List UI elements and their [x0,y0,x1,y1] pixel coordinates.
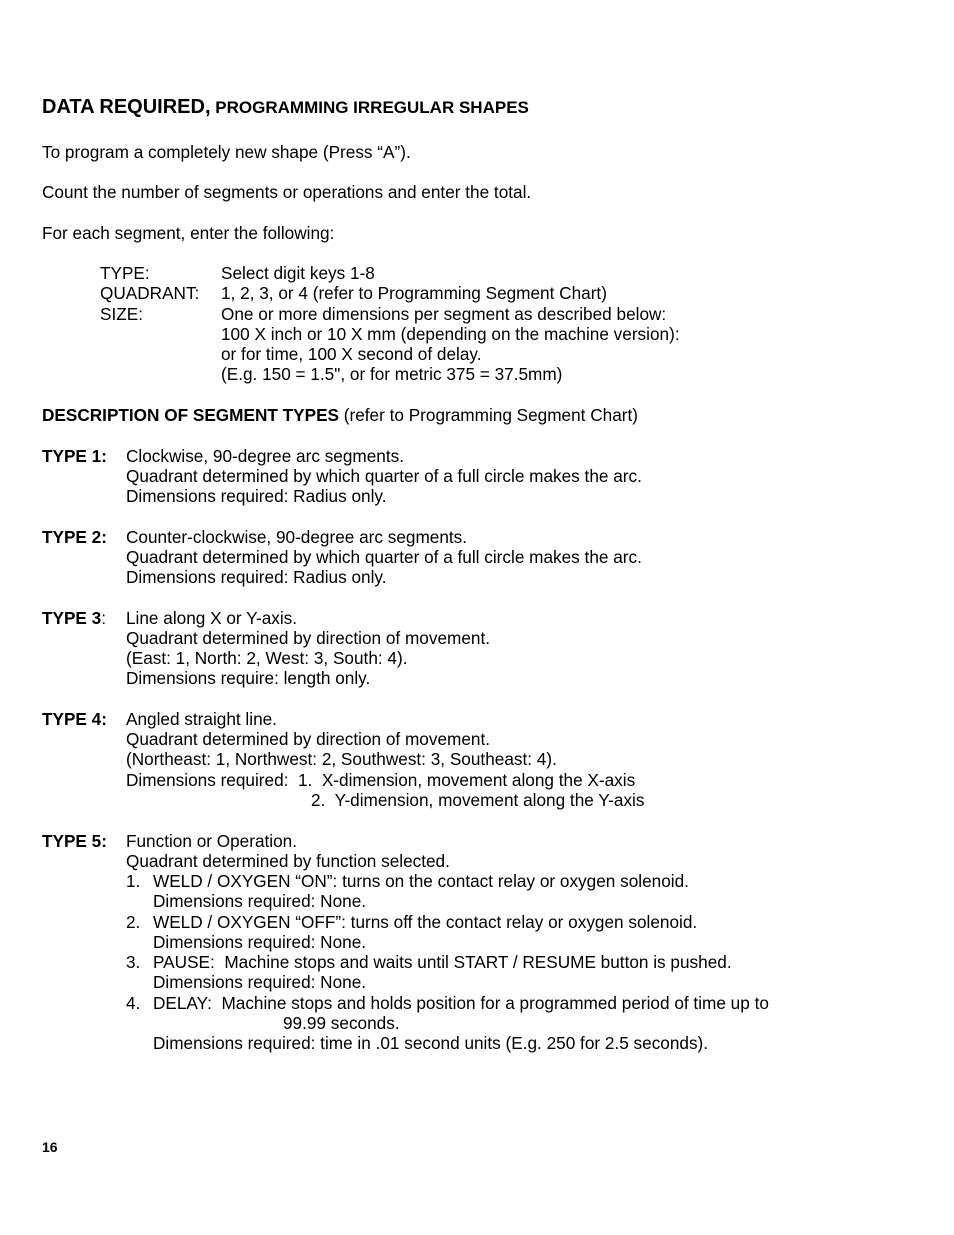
type-3-line-4: Dimensions require: length only. [126,668,371,688]
field-value-size-3: or for time, 100 X second of delay. [221,344,482,364]
function-2-dims: Dimensions required: None. [153,932,367,952]
type-5-label: TYPE 5: [42,831,107,851]
type-3-label: TYPE 3 [42,608,102,628]
type-1-label: TYPE 1: [42,446,107,466]
type-1-line-3: Dimensions required: Radius only. [126,486,387,506]
type-1-line-2: Quadrant determined by which quarter of a full circle makes the arc. [126,466,642,486]
field-value-size-2: 100 X inch or 10 X mm (depending on the machine version): [221,324,680,344]
heading-sub: PROGRAMMING IRREGULAR SHAPES [215,98,529,117]
field-value-type: Select digit keys 1-8 [221,263,375,283]
type-4-line-5: 2. Y-dimension, movement along the Y-axis [311,790,645,810]
field-label-quadrant: QUADRANT: [100,283,200,303]
field-label-size: SIZE: [100,304,143,324]
function-2-number: 2. [126,912,141,932]
page-heading [42,97,529,118]
type-2-line-1: Counter-clockwise, 90-degree arc segments. [126,527,468,547]
type-3-line-3: (East: 1, North: 2, West: 3, South: 4). [126,648,408,668]
intro-line-2: Count the number of segments or operations and enter the total. [42,182,532,202]
type-4-line-4: Dimensions required: 1. X-dimension, movement along the X-axis [126,770,636,790]
type-2-label: TYPE 2: [42,527,107,547]
function-1-number: 1. [126,871,141,891]
type-1-line-1: Clockwise, 90-degree arc segments. [126,446,404,466]
field-label-type: TYPE: [100,263,150,283]
function-4-continuation: 99.99 seconds. [283,1013,400,1033]
type-5-line-2: Quadrant determined by function selected. [126,851,450,871]
function-1-dims: Dimensions required: None. [153,891,367,911]
type-4-line-1: Angled straight line. [126,709,277,729]
function-4-text: DELAY: Machine stops and holds position for a programmed period of time up to [153,993,769,1013]
field-value-size-4: (E.g. 150 = 1.5", or for metric 375 = 37.5mm) [221,364,563,384]
type-2-line-3: Dimensions required: Radius only. [126,567,387,587]
type-3-line-2: Quadrant determined by direction of movement. [126,628,490,648]
description-note: (refer to Programming Segment Chart) [339,405,638,425]
function-3-number: 3. [126,952,141,972]
type-3-label-line [42,608,106,628]
function-4-dims: Dimensions required: time in .01 second units (E.g. 250 for 2.5 seconds). [153,1033,709,1053]
type-5-line-1: Function or Operation. [126,831,298,851]
field-value-quadrant: 1, 2, 3, or 4 (refer to Programming Segment Chart) [221,283,607,303]
function-1-text: WELD / OXYGEN “ON”: turns on the contact relay or oxygen solenoid. [153,871,689,891]
intro-line-1: To program a completely new shape (Press “A”). [42,142,411,162]
intro-line-3: For each segment, enter the following: [42,223,335,243]
field-value-size-1: One or more dimensions per segment as described below: [221,304,667,324]
page-number: 16 [42,1139,58,1155]
function-3-dims: Dimensions required: None. [153,972,367,992]
heading-main: DATA REQUIRED, [42,96,211,118]
description-heading-line [42,405,638,425]
function-4-number: 4. [126,993,141,1013]
type-2-line-2: Quadrant determined by which quarter of a full circle makes the arc. [126,547,642,567]
type-4-line-2: Quadrant determined by direction of movement. [126,729,490,749]
function-2-text: WELD / OXYGEN “OFF”: turns off the contact relay or oxygen solenoid. [153,912,698,932]
type-4-label: TYPE 4: [42,709,107,729]
type-4-line-3: (Northeast: 1, Northwest: 2, Southwest: 3, Southeast: 4). [126,749,557,769]
description-heading: DESCRIPTION OF SEGMENT TYPES [42,405,339,425]
type-3-label-colon: : [101,608,107,628]
function-3-text: PAUSE: Machine stops and waits until START / RESUME button is pushed. [153,952,732,972]
type-3-line-1: Line along X or Y-axis. [126,608,298,628]
